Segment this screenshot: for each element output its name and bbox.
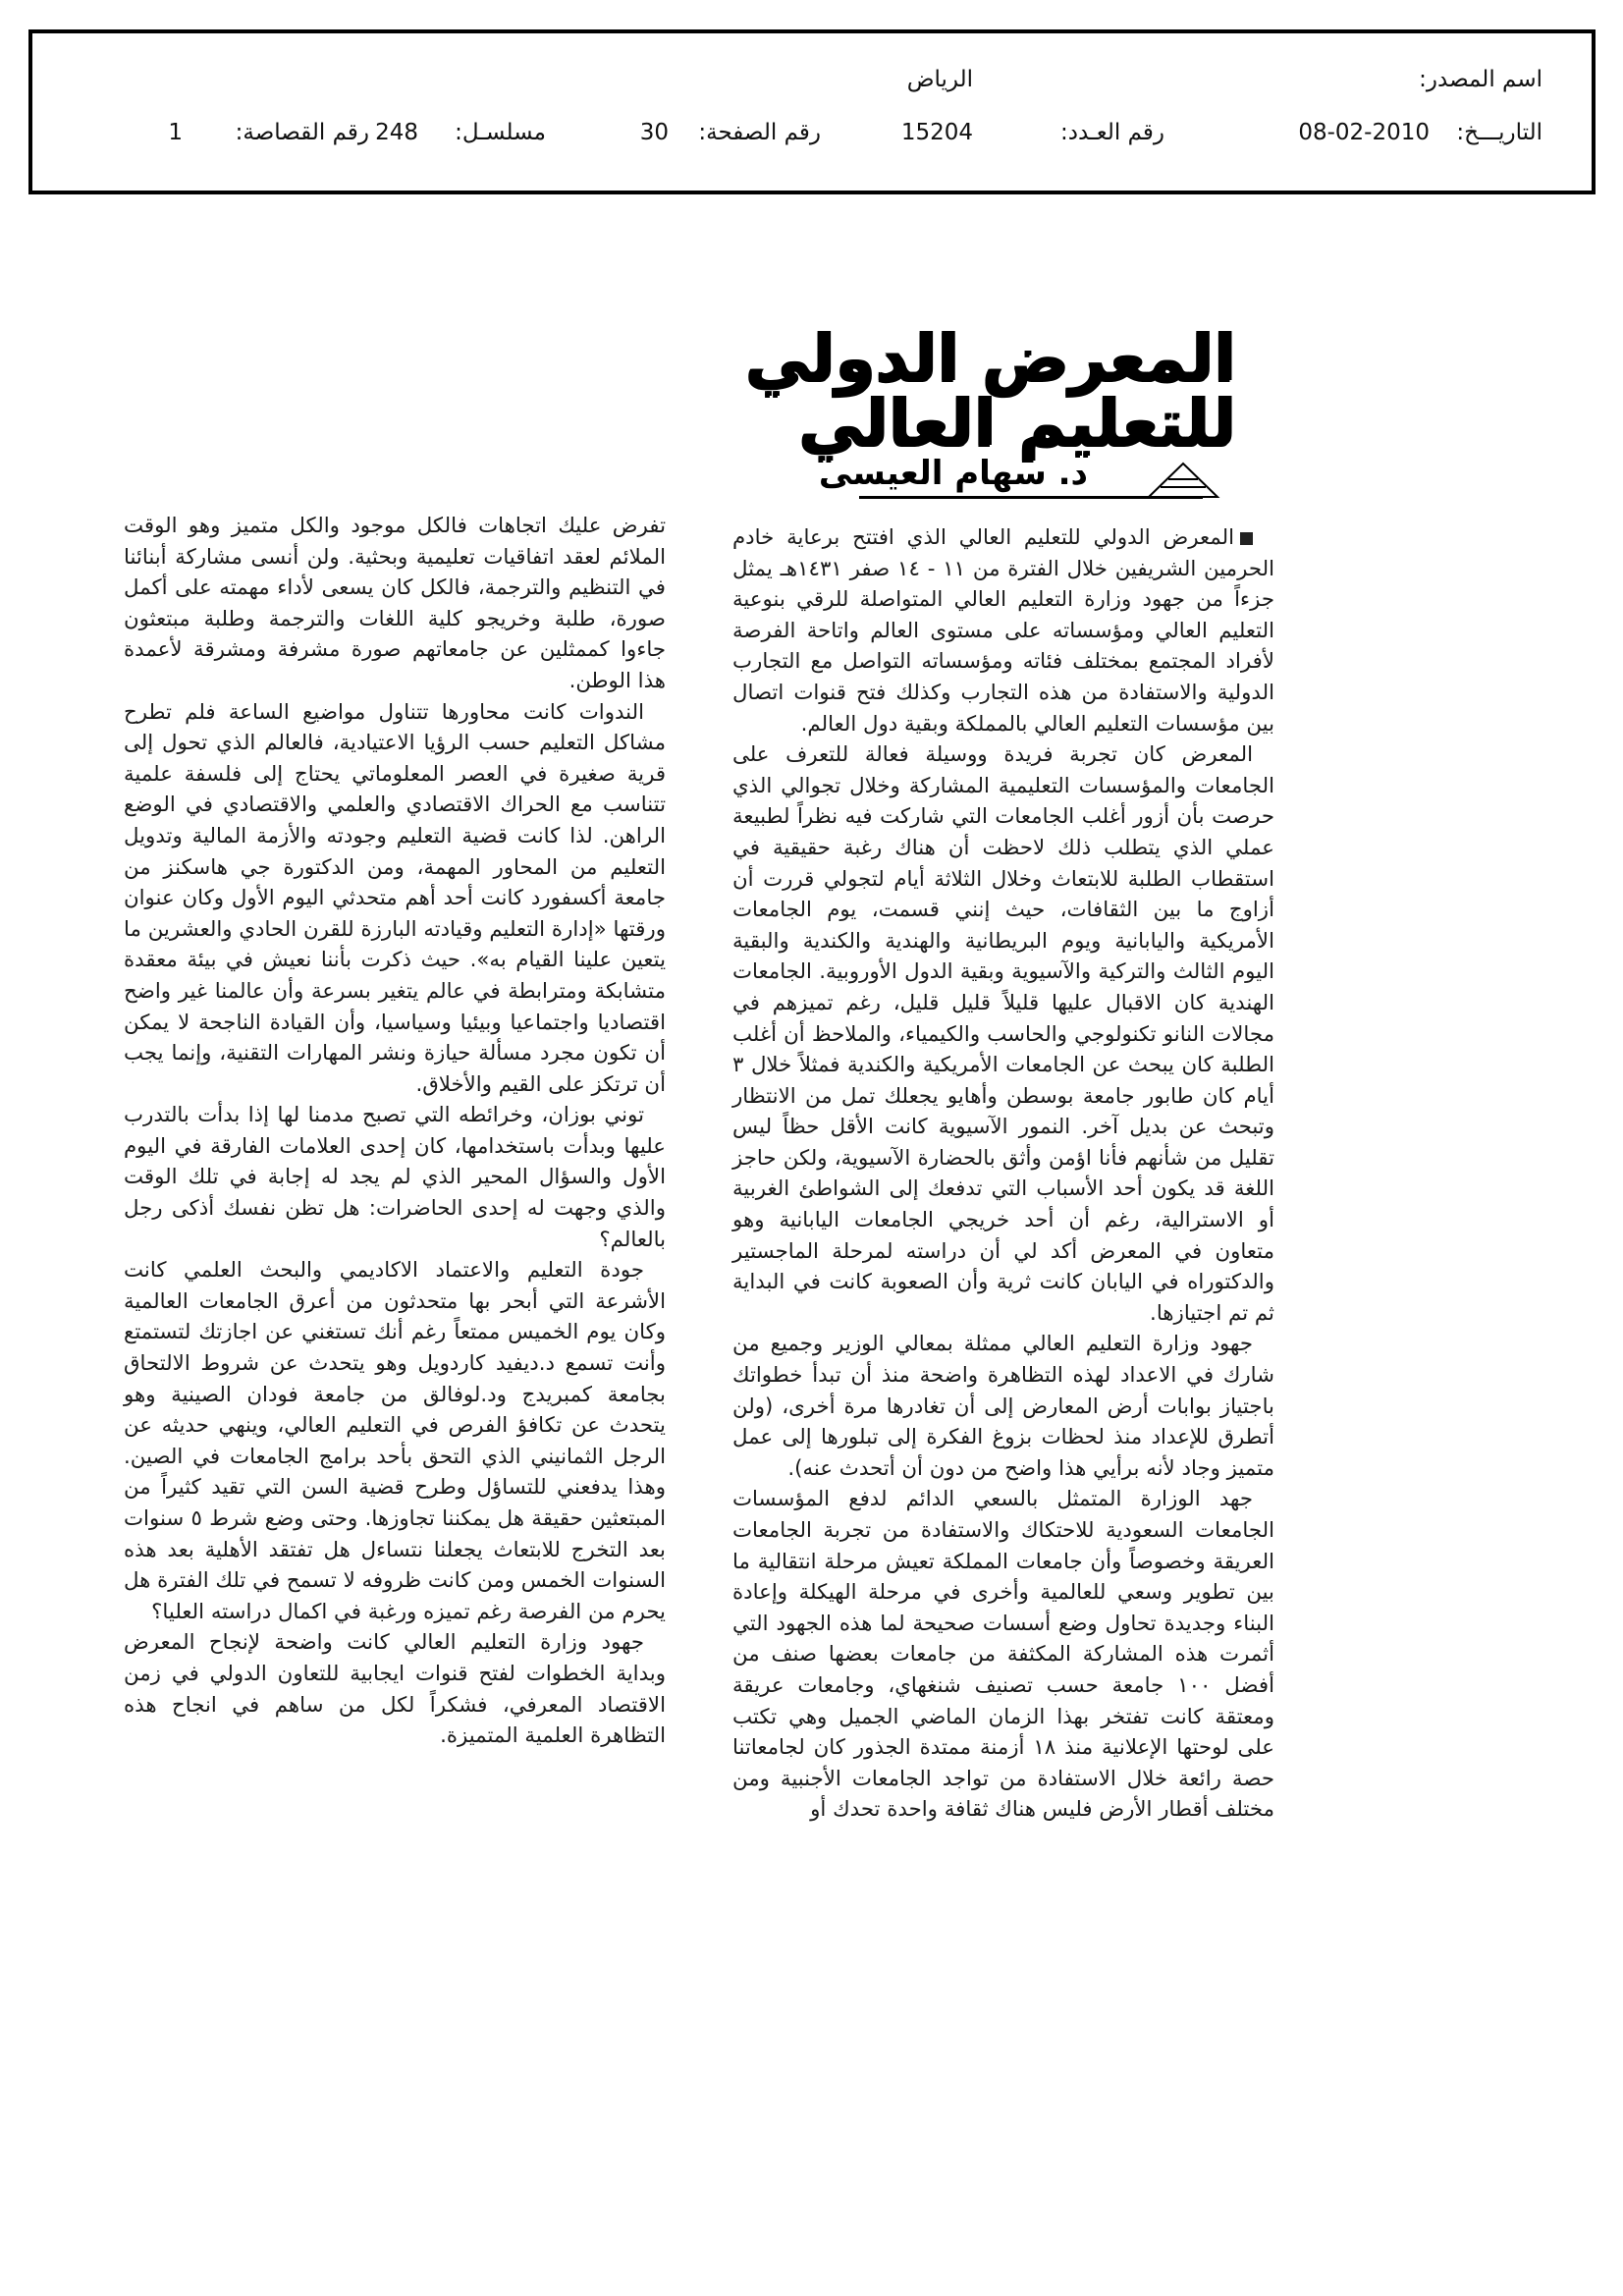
paragraph-left-2: الندوات كانت محاورها تتناول مواضيع الساعة فلم تطرح مشاكل التعليم حسب الرؤيا الاعتيادية، فالعالم الذي تحول إلى قرية صغيرة في العصر المعلوماتي يحتاج إلى فلسفة علمية تتناسب مع الحراك الاقتصادي والعلمي والاقتصادي في الوضع الراهن. لذا كانت قضية التعليم وجودته والأزمة المالية وتدويل التعليم من المحاور المهمة، ومن الدكتورة جي هاسكنز من جامعة أكسفورد كانت أحد أهم متحدثي اليوم الأول وكان عنوان ورقتها «إدارة التعليم وقيادته البارزة للقرن الحادي والعشرين ما يتعين علينا القيام به». حيث ذكرت بأننا نعيش في بيئة معقدة متشابكة ومترابطة في عالم يتغير بسرعة وأن عالمنا غير واضح اقتصاديا واجتماعيا وبيئيا وسياسيا، وأن القيادة الناجحة لا يمكن أن تكون مجرد مسألة حيازة ونشر المهارات التقنية، وإنما يجب أن ترتكز على القيم والأخلاق.: [124, 699, 666, 1097]
article-title: المعرض الدولي للتعليم العالي: [744, 320, 1235, 461]
paragraph-right-1: [732, 522, 1274, 739]
paragraph-right-2: المعرض كان تجربة فريدة ووسيلة فعالة للتعرف على الجامعات والمؤسسات التعليمية المشاركة وخلال تجوالي الذي حرصت بأن أزور أغلب الجامعات التي شاركت فيه نظراً لطبيعة عملي الذي يتطلب ذلك لاحظت أن هناك رغبة حقيقية في استقطاب الطلبة للابتعاث وخلال الثلاثة أيام لتجولي قررت أن أزاوج ما بين الثقافات، حيث إنني قسمت، يوم الجامعات الأمريكية واليابانية ويوم البريطانية والهندية والكندية والبقية اليوم الثالث والتركية والآسيوية وبقية الدول الأوروبية. الجامعات الهندية كان الاقبال عليها قليلاً قليل قليل، رغم تميزهم في مجالات النانو تكنولوجي والحاسب والكيمياء، والملاحظ أن أغلب الطلبة كان يبحث عن الجامعات الأمريكية والكندية فمثلاً خلال ٣ أيام كان طابور جامعة بوسطن وأهايو يجعلك تمل من الانتظار وتبحث عن بديل آخر. النمور الآسيوية كانت الأقل حظاً ليس تقليل من شأنهم فأنا اؤمن وأثق بالحضارة الآسيوية، ولكن حاجز اللغة قد يكون أحد الأسباب التي تدفعك إلى الشواطئ الغربية أو الاسترالية، رغم أن أحد خريجي الجامعات اليابانية وهو متعاون في المعرض أكد لي أن دراسته لمرحلة الماجستير والدكتوراه في اليابان كانت ثرية وأن الصعوبة كانت في البداية ثم تم اجتيازها.: [732, 742, 1274, 1326]
article-author: د. سهام العيسى: [818, 454, 1088, 493]
issue-value: 15204: [900, 120, 973, 145]
issue-label: رقم العـدد:: [1059, 120, 1164, 145]
paragraph-right-3: جهود وزارة التعليم العالي ممثلة بمعالي الوزير وجميع من شارك في الاعداد لهذه التظاهرة واضحة منذ أن تبدأ خطواتك باجتياز بوابات أرض المعارض إلى أن تغادرها مرة أخرى، (ولن أتطرق للإعداد منذ لحظات بزوغ الفكرة إلى تبلورها إلى عمل متميز وجاد لأنه برأيي هذا واضح من دون أن أتحدث عنه).: [732, 1332, 1274, 1481]
article-column-right: [732, 522, 1274, 1826]
paragraph-right-1-text: المعرض الدولي للتعليم العالي الذي افتتح برعاية خادم الحرمين الشريفين خلال الفترة من ١١ - ١٤ صفر ١٤٣١هـ يمثل جزءاً من جهود وزارة التعليم العالي المتواصلة للرقي بنوعية التعليم العالي ومؤسساته على مستوى العالم واتاحة الفرصة لأفراد المجتمع بمختلف فئاته ومؤسساته التواصل مع التجارب الدولية والاستفادة من هذه التجارب وكذلك فتح قنوات اتصال بين مؤسسات التعليم العالي بالمملكة وبقية دول العالم.: [732, 525, 1274, 737]
page-label: رقم الصفحة:: [698, 120, 821, 145]
clip-value: 1: [168, 120, 183, 145]
paragraph-left-4: جودة التعليم والاعتماد الاكاديمي والبحث العلمي كانت الأشرعة التي أبحر بها متحدثون من أعرق الجامعات العالمية وكان يوم الخميس ممتعاً رغم أنك تستغني عن اجازتك لتستمتع وأنت تسمع د.ديفيد كاردويل وهو يتحدث عن شروط الالتحاق بجامعة كمبريدج ود.لوفالق من جامعة فودان الصينية وهو يتحدث عن تكافؤ الفرص في التعليم العالي، وينهي حديثه عن الرجل الثمانيني الذي التحق بأحد برامج الجامعات في الصين. وهذا يدفعني للتساؤل وطرح قضية السن التي تقيد كثيراً من المبتعثين حقيقة هل يمكننا تجاوزها. وحتى وضع شرط ٥ سنوات بعد التخرج للابتعاث يجعلنا نتساءل هل تفتقد الأهلية بعد هذه السنوات الخمس ومن كانت ظروفه لا تسمح في تلك الفترة هل يحرم من الفرصة رغم تميزه ورغبة في اكمال دراسته العليا؟: [124, 1258, 666, 1624]
paragraph-bullet-icon: [1240, 532, 1253, 545]
author-ornament-icon: [1139, 460, 1227, 499]
source-label: اسم المصدر:: [1419, 67, 1542, 92]
article-column-left: [124, 511, 666, 1752]
page-value: 30: [639, 120, 669, 145]
serial-label: مسلسـل:: [455, 120, 546, 145]
paragraph-left-1: تفرض عليك اتجاهات فالكل موجود والكل متميز وهو الوقت الملائم لعقد اتفاقيات تعليمية وبحثية. ولن أنسى مشاركة أبنائنا في التنظيم والترجمة، فالكل كان يسعى لأداء مهمته على أكمل صورة، طلبة وخريجو كلية اللغات والترجمة وطلبة مبتعثون جاءوا كممثلين عن جامعاتهم صورة مشرفة ومشرقة لأعمدة هذا الوطن.: [124, 514, 666, 693]
serial-value: 248: [375, 120, 418, 145]
paragraph-right-4: جهد الوزارة المتمثل بالسعي الدائم لدفع المؤسسات الجامعات السعودية للاحتكاك والاستفادة من تجربة الجامعات العريقة وخصوصاً وأن جامعات المملكة تعيش مرحلة انتقالية ما بين تطوير وسعي للعالمية وأخرى في مرحلة الهيكلة وإعادة البناء وجديدة تحاول وضع أسسات صحيحة لما هذه الجهود التي أثمرت هذه المشاركة المكثفة من جامعات بعضها صنف من أفضل ١٠٠ جامعة حسب تصنيف شنغهاي، وجامعات عريقة ومعتقة كانت تفتخر بهذا الزمان الماضي الجميل وهي تكتب على لوحتها الإعلانية منذ ١٨ أزمنة ممتدة الجذور كان لجامعاتنا حصة رائعة خلال الاستفادة من تواجد الجامعات الأجنبية ومن مختلف أقطار الأرض فليس هناك ثقافة واحدة تحدك أو: [732, 1487, 1274, 1823]
date-value: 08-02-2010: [1298, 120, 1430, 145]
clip-label: رقم القصاصة:: [235, 120, 369, 145]
paragraph-left-3: توني بوزان، وخرائطه التي تصبح مدمنا لها إذا بدأت بالتدرب عليها وبدأت باستخدامها، كان إحدى العلامات الفارقة في اليوم الأول والسؤال المحير الذي لم يجد له إجابة في تلك الوقت والذي وجهت له إحدى الحاضرات: هل تظن نفسك أذكى رجل بالعالم؟: [124, 1103, 666, 1252]
date-label: التاريـــخ:: [1456, 120, 1542, 145]
source-value: الرياض: [906, 67, 973, 92]
clipping-header-box: [28, 29, 1596, 194]
paragraph-left-5: جهود وزارة التعليم العالي كانت واضحة لإنجاح المعرض وبداية الخطوات لفتح قنوات ايجابية للتعاون الدولي في زمن الاقتصاد المعرفي، فشكراً لكل من ساهم في انجاح هذه التظاهرة العلمية المتميزة.: [124, 1630, 666, 1749]
